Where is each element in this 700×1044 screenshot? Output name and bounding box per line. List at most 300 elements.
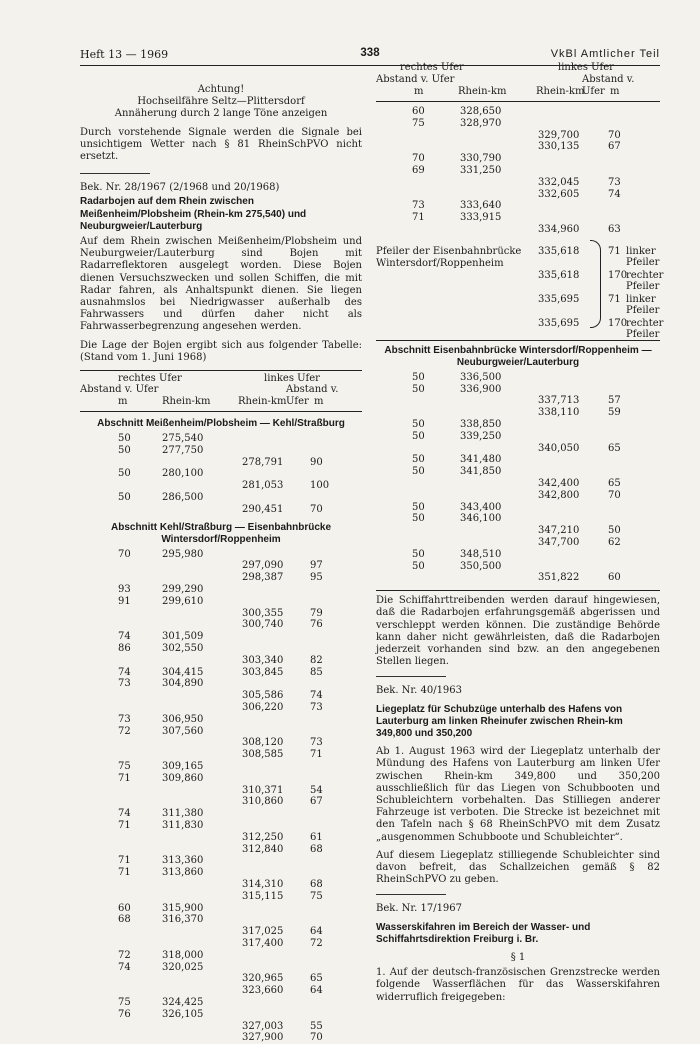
ferry-name: Hochseilfähre Seltz—Plittersdorf xyxy=(137,96,305,108)
right-km: 309,165 xyxy=(162,760,204,772)
table-row xyxy=(376,454,660,466)
table-row xyxy=(80,903,362,915)
buoy-table-continued xyxy=(376,106,660,236)
buoy-table-section-1 xyxy=(80,433,362,516)
sound-signal-paragraph: Auf diesem Liegeplatz stilliegende Schubleichter sind davon befreit, das Schallzeichen gemäß § 82 RheinSchPVO zu geben. xyxy=(376,849,660,886)
left-km: 314,310 xyxy=(242,878,284,890)
separator xyxy=(80,173,150,174)
header-right-bank: rechtes Ufer xyxy=(118,373,182,385)
header-m: m xyxy=(118,396,128,408)
right-km: 328,970 xyxy=(460,117,502,129)
header-distance: Abstand v. Ufer xyxy=(582,74,635,98)
left-km: 290,451 xyxy=(242,503,284,515)
table-row xyxy=(376,502,660,514)
table-row xyxy=(80,433,362,445)
header-m: m xyxy=(610,86,620,97)
pillar-side: linker xyxy=(626,293,656,305)
right-distance: 73 xyxy=(118,713,131,725)
table-row xyxy=(376,549,660,561)
issue-label: Heft 13 — 1969 xyxy=(80,48,169,61)
table-row xyxy=(376,561,660,573)
right-distance: 71 xyxy=(118,855,131,867)
header-left-bank: linkes Ufer xyxy=(558,62,614,73)
waterski-item-1: 1. Auf der deutsch-französischen Grenzstrecke werden folgende Wasserflächen für das Wasserskifahren widerruflich freigegeben: xyxy=(376,967,660,1003)
buoy-table-section-2 xyxy=(80,549,362,1044)
section-heading: Abschnitt Eisenbahnbrücke Wintersdorf/Roppenheim — Neuburgweier/Lauterburg xyxy=(384,344,652,368)
table-row xyxy=(376,200,660,212)
left-distance: 57 xyxy=(608,395,621,407)
table-row xyxy=(80,914,362,926)
table-row xyxy=(80,855,362,867)
table-row xyxy=(80,596,362,608)
right-distance: 60 xyxy=(118,902,131,914)
left-distance: 82 xyxy=(310,654,323,666)
table-row xyxy=(80,480,362,492)
left-distance: 71 xyxy=(310,749,323,761)
right-distance: 50 xyxy=(412,371,425,383)
table-row xyxy=(80,820,362,832)
table-row xyxy=(80,492,362,504)
table-row xyxy=(80,997,362,1009)
left-distance: 100 xyxy=(310,480,330,492)
left-km: 351,822 xyxy=(538,572,580,584)
table-row xyxy=(376,490,660,502)
left-km: 323,660 xyxy=(242,985,284,997)
right-distance: 50 xyxy=(412,383,425,395)
right-distance: 86 xyxy=(118,643,131,655)
right-distance: 50 xyxy=(412,513,425,525)
left-distance: 97 xyxy=(310,560,323,572)
left-km: 306,220 xyxy=(242,702,284,713)
right-distance: 50 xyxy=(412,548,425,560)
right-km: 341,850 xyxy=(460,466,502,478)
left-distance: 63 xyxy=(608,223,621,235)
notice-title-1: Radarbojen auf dem Rhein zwischen Meißenheim/Plobsheim (Rhein-km 275,540) und Neuburgweier/Lauterburg xyxy=(80,196,307,232)
table-row xyxy=(80,832,362,844)
approach-instruction: Annäherung durch 2 lange Töne anzeigen xyxy=(114,108,328,120)
right-distance: 50 xyxy=(412,430,425,442)
notice-number-2: Bek. Nr. 40/1963 xyxy=(376,685,463,697)
left-distance: 70 xyxy=(608,129,621,141)
signals-note: Durch vorstehende Signale werden die Signale bei unsichtigem Wetter nach § 81 RheinSchPVO nicht ersetzt. xyxy=(80,126,362,163)
right-km: 313,360 xyxy=(162,855,204,867)
table-row xyxy=(376,384,660,396)
right-km: 318,000 xyxy=(162,949,204,961)
left-distance: 70 xyxy=(310,1032,323,1044)
left-distance: 74 xyxy=(608,188,621,200)
left-distance: 70 xyxy=(310,503,323,515)
right-distance: 75 xyxy=(118,996,131,1008)
right-distance: 74 xyxy=(118,666,131,678)
notice-number-3: Bek. Nr. 17/1967 xyxy=(376,903,463,915)
table-row xyxy=(376,224,660,236)
table-row xyxy=(80,678,362,690)
right-distance: 72 xyxy=(118,725,131,737)
left-distance: 74 xyxy=(310,690,323,702)
right-km: 295,980 xyxy=(162,548,204,560)
notice-title-3: Wasserskifahren im Bereich der Wasser- und Schiffahrtsdirektion Freiburg i. Br. xyxy=(376,921,591,945)
right-km: 338,850 xyxy=(460,418,502,430)
right-km: 333,915 xyxy=(460,212,502,224)
buoy-table-section-3 xyxy=(376,372,660,584)
left-distance: 85 xyxy=(310,666,323,678)
table-row xyxy=(80,962,362,974)
right-km: 315,900 xyxy=(162,902,204,914)
buoy-note: Die Schiffahrttreibenden werden darauf hingewiesen, daß die Radarbojen erfahrungsgemäß abgerissen und verschleppt werden können. Die zuständige Behörde kann daher nicht gewährleisten, daß die Radarbojen jederzeit vorhanden sind bzw. an den angegebenen Stellen liegen. xyxy=(376,595,660,668)
table-row xyxy=(376,130,660,142)
left-distance: 73 xyxy=(310,702,323,713)
left-km: 303,340 xyxy=(242,654,284,666)
pillar-km: 335,618 xyxy=(538,269,580,281)
table-row xyxy=(376,372,660,384)
header-distance: Abstand v. Ufer xyxy=(286,384,339,408)
table-row xyxy=(80,761,362,773)
table-row xyxy=(80,655,362,667)
table-row xyxy=(80,726,362,738)
right-km: 348,510 xyxy=(460,548,502,560)
table-row xyxy=(80,714,362,726)
left-km: 338,110 xyxy=(538,407,580,419)
left-distance: 75 xyxy=(310,890,323,902)
left-km: 310,860 xyxy=(242,796,284,808)
left-km: 297,090 xyxy=(242,560,284,572)
table-row xyxy=(376,141,660,153)
table-row xyxy=(376,443,660,455)
separator xyxy=(376,676,446,677)
left-distance: 68 xyxy=(310,843,323,855)
right-km: 306,950 xyxy=(162,713,204,725)
radar-buoys-paragraph: Auf dem Rhein zwischen Meißenheim/Plobsheim und Neuburgweier/Lauterburg sind Bojen mit Radarreflektoren ausgelegt worden. Diese Bojen dienen Versuchszwecken und sollen Schiffen, die mit Radar fahren, als Anhaltspunkt dienen. Sie liegen ausnahmslos bei Niedrigwasser außerhalb des Fahrwassers und dürfen daher nicht als Fahrwasserbegrenzung angesehen werden. xyxy=(80,236,362,333)
table-row xyxy=(80,891,362,903)
right-km: 330,790 xyxy=(460,153,502,165)
table-row xyxy=(80,457,362,469)
right-km: 341,480 xyxy=(460,454,502,466)
left-column xyxy=(80,84,362,1044)
left-distance: 61 xyxy=(310,831,323,843)
table-row xyxy=(80,1032,362,1044)
table-row xyxy=(376,212,660,224)
left-km: 329,700 xyxy=(538,129,580,141)
pillar-side: rechter xyxy=(626,269,664,281)
table-rule xyxy=(376,340,660,341)
left-km: 342,800 xyxy=(538,489,580,501)
right-km: 328,650 xyxy=(460,106,502,117)
right-km: 320,025 xyxy=(162,961,204,973)
table-row xyxy=(80,773,362,785)
left-km: 312,250 xyxy=(242,831,284,843)
left-km: 305,586 xyxy=(242,690,284,702)
left-km: 320,965 xyxy=(242,973,284,985)
table-row xyxy=(80,749,362,761)
table-row xyxy=(80,879,362,891)
header-rhein-km: Rhein-km xyxy=(162,396,211,408)
pillar-side: linker xyxy=(626,245,656,257)
mooring-paragraph: Ab 1. August 1963 wird der Liegeplatz unterhalb der Mündung des Hafens von Lauterburg am linken Ufer zwischen Rhein-km 349,800 und 350,200 ausschließlich für das Liegen von Schubbooten und Schubleichtern vorbehalten. Das Stilliegen anderer Fahrzeuge ist verboten. Die Strecke ist bezeichnet mit den Tafeln nach § 68 RheinSchPVO mit dem Zusatz „ausgenommen Schubboote und Schubleichter“. xyxy=(376,746,660,843)
header-m: m xyxy=(314,396,324,408)
right-km: 346,100 xyxy=(460,513,502,525)
left-distance: 65 xyxy=(608,442,621,454)
table-row xyxy=(80,468,362,480)
right-distance: 70 xyxy=(412,153,425,165)
right-km: 311,380 xyxy=(162,808,204,820)
right-distance: 50 xyxy=(412,466,425,478)
table-row xyxy=(376,106,660,118)
table-row xyxy=(376,572,660,584)
right-km: 302,550 xyxy=(162,643,204,655)
left-distance: 50 xyxy=(608,525,621,537)
table-row xyxy=(80,796,362,808)
table-row xyxy=(376,537,660,549)
right-km: 280,100 xyxy=(162,468,204,480)
header-rhein-km: Rhein-km xyxy=(238,396,287,408)
right-distance: 60 xyxy=(412,106,425,117)
left-km: 347,210 xyxy=(538,525,580,537)
bridge-pillars-block xyxy=(376,240,664,340)
right-distance: 50 xyxy=(412,560,425,572)
table-row xyxy=(80,619,362,631)
left-distance: 62 xyxy=(608,536,621,548)
table-row xyxy=(80,667,362,679)
right-km: 333,640 xyxy=(460,200,502,212)
left-distance: 67 xyxy=(310,796,323,808)
table-row xyxy=(376,165,660,177)
right-distance: 74 xyxy=(118,808,131,820)
table-row xyxy=(80,737,362,749)
right-km: 301,509 xyxy=(162,631,204,643)
left-km: 278,791 xyxy=(242,456,284,468)
page-number: 338 xyxy=(360,47,380,59)
right-distance: 71 xyxy=(118,867,131,879)
right-km: 350,500 xyxy=(460,560,502,572)
left-distance: 73 xyxy=(608,176,621,188)
table-row xyxy=(376,189,660,201)
table-row xyxy=(80,572,362,584)
left-km: 310,371 xyxy=(242,784,284,796)
table-row xyxy=(376,431,660,443)
right-distance: 91 xyxy=(118,595,131,607)
right-km: 316,370 xyxy=(162,914,204,926)
table-intro: Die Lage der Bojen ergibt sich aus folgender Tabelle: (Stand vom 1. Juni 1968) xyxy=(80,339,362,363)
right-km: 286,500 xyxy=(162,492,204,504)
pillar-label: Wintersdorf/Roppenheim xyxy=(376,257,504,269)
table-row xyxy=(376,153,660,165)
right-distance: 50 xyxy=(118,468,131,480)
table-row xyxy=(80,608,362,620)
left-km: 337,713 xyxy=(538,395,580,407)
running-header xyxy=(80,48,660,62)
right-distance: 75 xyxy=(412,117,425,129)
table-row xyxy=(376,395,660,407)
left-km: 327,003 xyxy=(242,1020,284,1032)
table-row xyxy=(376,407,660,419)
right-km: 299,610 xyxy=(162,595,204,607)
left-km: 327,900 xyxy=(242,1032,284,1044)
left-distance: 64 xyxy=(310,985,323,997)
pillar-word: Pfeiler xyxy=(626,304,660,316)
left-distance: 59 xyxy=(608,407,621,419)
right-distance: 73 xyxy=(118,678,131,690)
left-distance: 79 xyxy=(310,607,323,619)
table-row xyxy=(376,177,660,189)
brace xyxy=(590,240,601,328)
table-row xyxy=(80,504,362,516)
left-km: 332,605 xyxy=(538,188,580,200)
table-row xyxy=(80,643,362,655)
right-km: 307,560 xyxy=(162,725,204,737)
left-km: 300,355 xyxy=(242,607,284,619)
right-distance: 76 xyxy=(118,1008,131,1020)
section-heading: Abschnitt Kehl/Straßburg — Eisenbahnbrücke Wintersdorf/Roppenheim xyxy=(110,521,332,545)
right-km: 299,290 xyxy=(162,584,204,596)
table-rule xyxy=(376,590,660,591)
header-right-bank: rechtes Ufer xyxy=(400,62,464,73)
right-km: 313,860 xyxy=(162,867,204,879)
table-row xyxy=(376,513,660,525)
section-heading: Abschnitt Meißenheim/Plobsheim — Kehl/Straßburg xyxy=(97,418,345,430)
pillar-label: Pfeiler der Eisenbahnbrücke xyxy=(376,245,522,257)
left-distance: 72 xyxy=(310,937,323,949)
pillar-word: Pfeiler xyxy=(626,256,660,268)
right-km: 336,500 xyxy=(460,371,502,383)
left-km: 334,960 xyxy=(538,223,580,235)
header-distance: Abstand v. Ufer xyxy=(80,384,159,396)
table-row xyxy=(80,1009,362,1021)
right-km: 309,860 xyxy=(162,772,204,784)
right-distance: 71 xyxy=(118,819,131,831)
right-distance: 70 xyxy=(118,548,131,560)
table-row xyxy=(80,631,362,643)
left-distance: 67 xyxy=(608,141,621,153)
header-left-bank: linkes Ufer xyxy=(264,373,320,385)
right-distance: 71 xyxy=(412,212,425,224)
left-distance: 64 xyxy=(310,926,323,938)
pillar-word: Pfeiler xyxy=(626,328,660,340)
table-row xyxy=(80,1021,362,1033)
left-km: 303,845 xyxy=(242,666,284,678)
table-row xyxy=(80,690,362,702)
table-row xyxy=(80,950,362,962)
table-row xyxy=(80,584,362,596)
right-distance: 50 xyxy=(118,433,131,445)
table-header xyxy=(376,62,660,102)
right-km: 304,415 xyxy=(162,666,204,678)
right-distance: 74 xyxy=(118,631,131,643)
right-distance: 73 xyxy=(412,200,425,212)
right-km: 339,250 xyxy=(460,430,502,442)
table-row xyxy=(376,478,660,490)
table-row xyxy=(80,926,362,938)
right-distance: 75 xyxy=(118,760,131,772)
section-sign: § 1 xyxy=(510,951,526,963)
right-km: 324,425 xyxy=(162,996,204,1008)
right-distance: 72 xyxy=(118,949,131,961)
table-row xyxy=(80,702,362,714)
right-km: 331,250 xyxy=(460,164,502,176)
right-distance: 68 xyxy=(118,914,131,926)
right-km: 304,890 xyxy=(162,678,204,690)
pillar-distance: 170 xyxy=(608,317,628,329)
header-m: m xyxy=(414,86,424,97)
left-km: 315,115 xyxy=(242,890,284,902)
left-distance: 73 xyxy=(310,737,323,749)
table-row xyxy=(80,844,362,856)
pillar-distance: 71 xyxy=(608,245,621,257)
notice-title-2: Liegeplatz für Schubzüge unterhalb des Hafens von Lauterburg am linken Rheinufer zwischen Rhein-km 349,800 und 350,200 xyxy=(376,703,623,739)
table-row xyxy=(80,938,362,950)
pillar-km: 335,618 xyxy=(538,245,580,257)
table-row xyxy=(376,419,660,431)
header-distance: Abstand v. Ufer xyxy=(376,74,455,85)
pillar-km: 335,695 xyxy=(538,293,580,305)
left-km: 347,700 xyxy=(538,536,580,548)
right-km: 275,540 xyxy=(162,433,204,445)
left-distance: 68 xyxy=(310,878,323,890)
left-km: 317,025 xyxy=(242,926,284,938)
left-km: 342,400 xyxy=(538,477,580,489)
table-row xyxy=(376,466,660,478)
separator xyxy=(376,894,446,895)
right-distance: 50 xyxy=(412,454,425,466)
right-distance: 74 xyxy=(118,961,131,973)
left-km: 332,045 xyxy=(538,176,580,188)
right-km: 311,830 xyxy=(162,819,204,831)
table-row xyxy=(80,549,362,561)
table-row xyxy=(376,118,660,130)
pillar-km: 335,695 xyxy=(538,317,580,329)
left-km: 330,135 xyxy=(538,141,580,153)
header-rhein-km: Rhein-km xyxy=(458,86,507,97)
left-km: 312,840 xyxy=(242,843,284,855)
left-distance: 76 xyxy=(310,619,323,631)
right-distance: 71 xyxy=(118,772,131,784)
left-distance: 60 xyxy=(608,572,621,584)
pillar-distance: 170 xyxy=(608,269,628,281)
right-distance: 69 xyxy=(412,164,425,176)
table-row xyxy=(80,785,362,797)
right-km: 336,900 xyxy=(460,383,502,395)
notice-number-1: Bek. Nr. 28/1967 (2/1968 und 20/1968) xyxy=(80,182,280,194)
pillar-distance: 71 xyxy=(608,293,621,305)
table-row xyxy=(80,808,362,820)
right-distance: 50 xyxy=(118,492,131,504)
right-distance: 50 xyxy=(412,418,425,430)
achtung-heading: Achtung! xyxy=(197,84,245,95)
header-rhein-km: Rhein-km xyxy=(536,86,585,97)
right-distance: 50 xyxy=(412,501,425,513)
table-row xyxy=(80,985,362,997)
table-row xyxy=(376,525,660,537)
left-distance: 65 xyxy=(608,477,621,489)
left-distance: 54 xyxy=(310,784,323,796)
left-km: 317,400 xyxy=(242,937,284,949)
right-distance: 50 xyxy=(118,444,131,456)
right-km: 343,400 xyxy=(460,501,502,513)
table-row xyxy=(80,867,362,879)
left-km: 308,585 xyxy=(242,749,284,761)
table-row xyxy=(80,973,362,985)
right-column xyxy=(376,62,664,1004)
left-km: 281,053 xyxy=(242,480,284,492)
table-row xyxy=(80,445,362,457)
right-km: 277,750 xyxy=(162,444,204,456)
left-distance: 70 xyxy=(608,489,621,501)
pillar-word: Pfeiler xyxy=(626,280,660,292)
left-distance: 65 xyxy=(310,973,323,985)
left-km: 308,120 xyxy=(242,737,284,749)
journal-section: VkBl Amtlicher Teil xyxy=(550,48,660,60)
pillar-side: rechter xyxy=(626,317,664,329)
table-header xyxy=(80,370,362,412)
